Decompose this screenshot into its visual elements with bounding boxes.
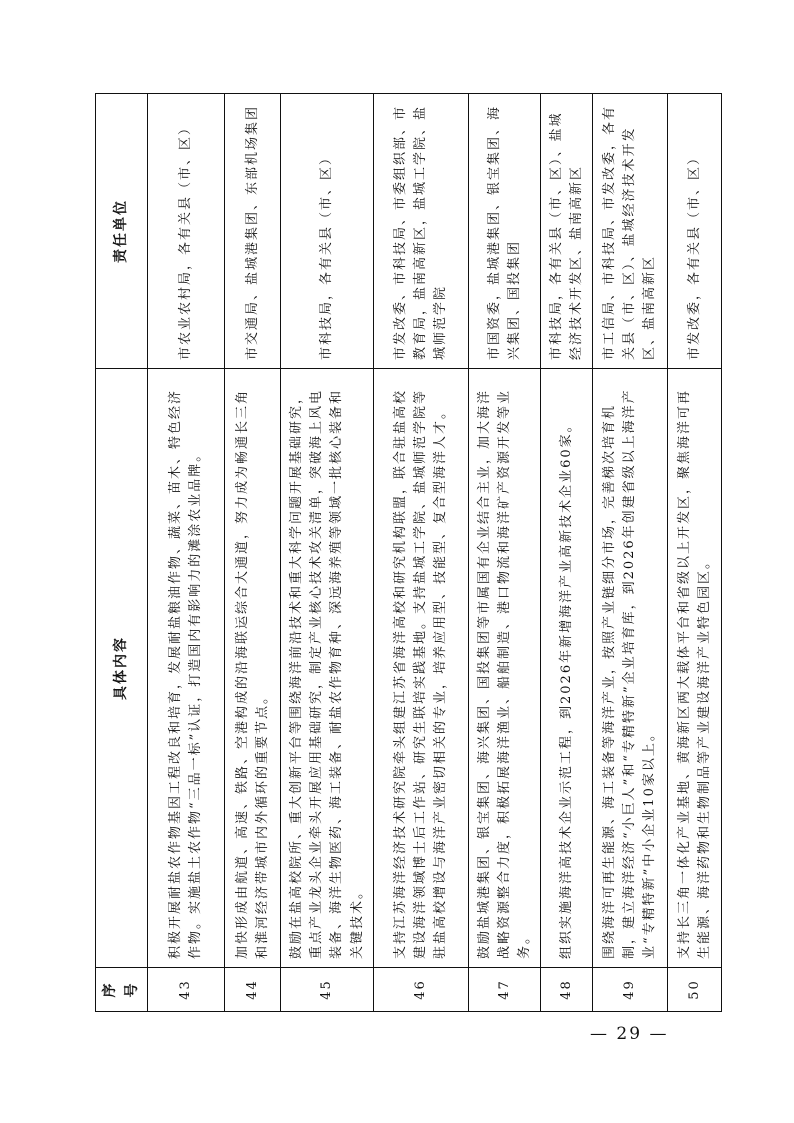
- header-content: 具体内容: [96, 369, 148, 968]
- row-unit: 市科技局，各有关县（市、区）: [281, 94, 374, 369]
- table-row: [541, 94, 593, 1012]
- row-content: 支持江苏海洋经济技术研究院牵头组建江苏省海洋高校和研究机构联盟，联合驻盐高校建设海洋领域博士后工作站、研究生联培实践基地。支持盐城工学院、盐城师范学院等驻盐高校增设与海洋产业密切相关的专业，培养应用型、技能型、复合型海洋人才。: [374, 369, 469, 968]
- row-number: 45: [281, 968, 374, 1012]
- task-table: [95, 93, 722, 1012]
- row-content: 围绕海洋可再生能源、海工装备等海洋产业，按照产业链细分市场，完善梯次培育机制，建立海洋经济“小巨人”和“专精特新”企业培育库，到2026年创建省级以上海洋产业“专精特新”中小企业10家以上。: [593, 369, 668, 968]
- row-number: 50: [668, 968, 722, 1012]
- row-number: 43: [148, 968, 225, 1012]
- table-header-row: [96, 94, 148, 1012]
- header-no: 序号: [96, 968, 148, 1012]
- row-number: 48: [541, 968, 593, 1012]
- table-row: [668, 94, 722, 1012]
- row-content: 组织实施海洋高技术企业示范工程，到2026年新增海洋产业高新技术企业60家。: [541, 369, 593, 968]
- row-content: 鼓励盐城港集团、银宝集团、海兴集团、国投集团等市属国有企业结合主业，加大海洋战略资源整合力度，积极拓展海洋渔业、船舶制造、港口物流和海洋矿产资源开发等业务。: [469, 369, 541, 968]
- row-unit: 市农业农村局，各有关县（市、区）: [148, 94, 225, 369]
- row-unit: 市科技局，各有关县（市、区）、盐城经济技术开发区、盐南高新区: [541, 94, 593, 369]
- rotated-page-content: [95, 94, 712, 1012]
- row-content: 支持长三角一体化产业基地、黄海新区两大载体平台和省级以上开发区，聚焦海洋可再生能源、海洋药物和生物制品等产业建设海洋产业特色园区。: [668, 369, 722, 968]
- row-number: 49: [593, 968, 668, 1012]
- row-content: 加快形成由航道、高速、铁路、空港构成的沿海联运综合大通道，努力成为畅通长三角和淮河经济带城市内外循环的重要节点。: [225, 369, 281, 968]
- row-number: 47: [469, 968, 541, 1012]
- row-unit: 市发改委、市科技局、市委组织部、市教育局，盐南高新区，盐城工学院、盐城师范学院: [374, 94, 469, 369]
- table-row: [225, 94, 281, 1012]
- row-number: 46: [374, 968, 469, 1012]
- table-row: [281, 94, 374, 1012]
- row-number: 44: [225, 968, 281, 1012]
- table-row: [148, 94, 225, 1012]
- row-unit: 市交通局、盐城港集团、东部机场集团: [225, 94, 281, 369]
- row-content: 鼓励在盐高校院所、重大创新平台等围绕海洋前沿技术和重大科学问题开展基础研究，重点产业龙头企业牵头开展应用基础研究，制定产业核心技术攻关清单，突破海上风电装备、海洋生物医药、海工装备、耐盐农作物育种、深远海养殖等领域一批核心装备和关键技术。: [281, 369, 374, 968]
- table-row: [374, 94, 469, 1012]
- page-number: — 29 —: [590, 1024, 669, 1044]
- row-unit: 市工信局、市科技局、市发改委，各有关县（市、区）、盐城经济技术开发区、盐南高新区: [593, 94, 668, 369]
- row-content: 积极开展耐盐农作物基因工程改良和培育，发展耐盐粮油作物、蔬菜、苗木、特色经济作物。实施盐土农作物“三品一标”认证，打造国内有影响力的滩涂农业品牌。: [148, 369, 225, 968]
- row-unit: 市发改委，各有关县（市、区）: [668, 94, 722, 369]
- table-row: [469, 94, 541, 1012]
- row-unit: 市国资委，盐城港集团、银宝集团、海兴集团、国投集团: [469, 94, 541, 369]
- header-unit: 责任单位: [96, 94, 148, 369]
- table-row: [593, 94, 668, 1012]
